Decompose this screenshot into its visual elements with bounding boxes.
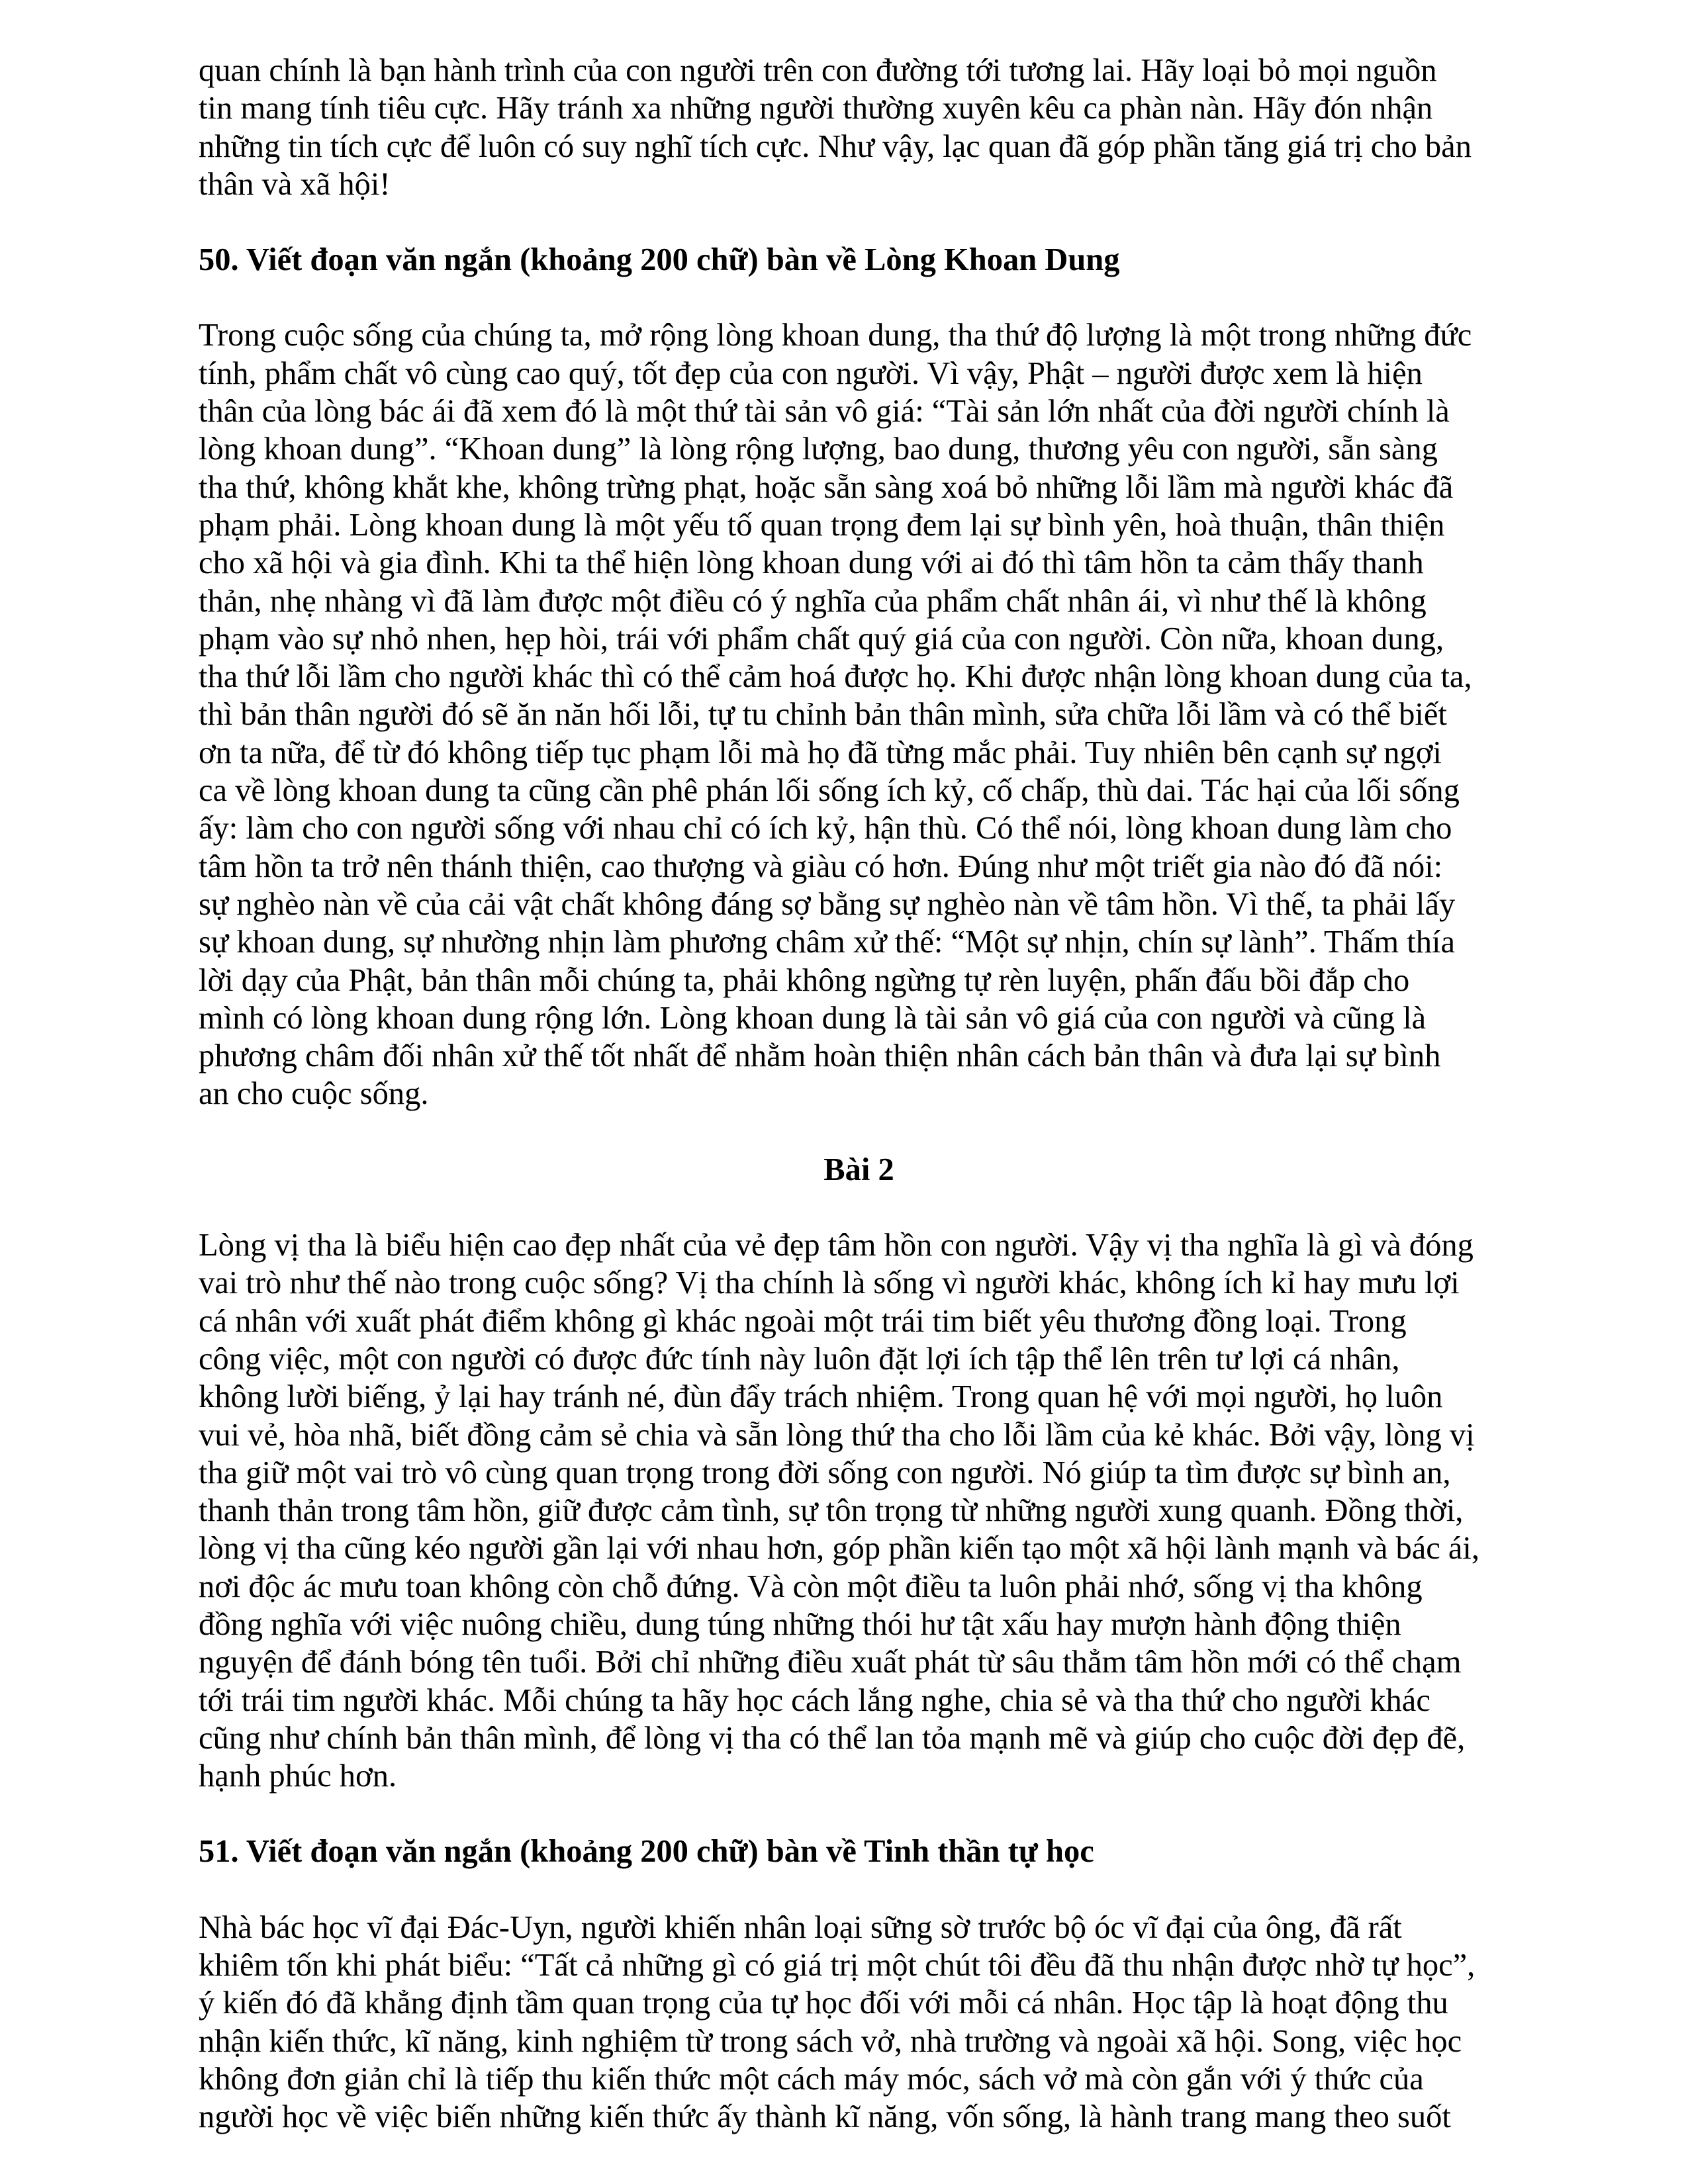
text-line: tha thứ, không khắt khe, không trừng phạt, hoặc sẵn sàng xoá bỏ những lỗi lầm mà người khác đã — [199, 469, 1454, 505]
text-line: vai trò như thế nào trong cuộc sống? Vị tha chính là sống vì người khác, không ích kỉ hay mưu lợi — [199, 1265, 1460, 1301]
text-line: Lòng vị tha là biểu hiện cao đẹp nhất của vẻ đẹp tâm hồn con người. Vậy vị tha nghĩa là gì và đóng — [199, 1228, 1474, 1263]
text-line: không lười biếng, ỷ lại hay tránh né, đùn đẩy trách nhiệm. Trong quan hệ với mọi người, họ luôn — [199, 1379, 1443, 1415]
text-line: lòng khoan dung”. “Khoan dung” là lòng rộng lượng, bao dung, thương yêu con người, sẵn sàng — [199, 432, 1438, 467]
text-line: những tin tích cực để luôn có suy nghĩ tích cực. Như vậy, lạc quan đã góp phần tăng giá trị cho bản — [199, 128, 1472, 164]
text-line: nguyện để đánh bóng tên tuổi. Bởi chỉ những điều xuất phát từ sâu thẳm tâm hồn mới có thể chạm — [199, 1645, 1462, 1680]
section-51-heading: 51. Viết đoạn văn ngắn (khoảng 200 chữ) bàn về Tinh thần tự học — [199, 1834, 1094, 1870]
text-line: công việc, một con người có được đức tính này luôn đặt lợi ích tập thể lên trên tư lợi cá nhân, — [199, 1341, 1400, 1377]
bai-2-heading: Bài 2 — [823, 1152, 894, 1187]
text-line: tin mang tính tiêu cực. Hãy tránh xa những người thường xuyên kêu ca phàn nàn. Hãy đón nhận — [199, 91, 1433, 126]
text-line: tha giữ một vai trò vô cùng quan trọng trong đời sống con người. Nó giúp ta tìm được sự bình an, — [199, 1455, 1451, 1490]
text-line: sự nghèo nàn về của cải vật chất không đáng sợ bằng sự nghèo nàn về tâm hồn. Vì thế, ta phải lấy — [199, 886, 1456, 922]
text-line: tâm hồn ta trở nên thánh thiện, cao thượng và giàu có hơn. Đúng như một triết gia nào đó đã nói: — [199, 848, 1443, 884]
text-line: đồng nghĩa với việc nuông chiều, dung túng những thói hư tật xấu hay mượn hành động thiện — [199, 1606, 1401, 1642]
bai-2-paragraph — [199, 1226, 1519, 1795]
text-line: Nhà bác học vĩ đại Đác-Uyn, người khiến nhân loại sững sờ trước bộ óc vĩ đại của ông, đã rất — [199, 1909, 1402, 1945]
text-line: cá nhân với xuất phát điểm không gì khác ngoài một trái tim biết yêu thương đồng loại. Trong — [199, 1303, 1407, 1339]
text-line: mình có lòng khoan dung rộng lớn. Lòng khoan dung là tài sản vô giá của con người và cũng là — [199, 1000, 1427, 1036]
text-line: cũng như chính bản thân mình, để lòng vị tha có thể lan tỏa mạnh mẽ và giúp cho cuộc đời đẹp đẽ, — [199, 1720, 1466, 1756]
section-50-heading: 50. Viết đoạn văn ngắn (khoảng 200 chữ) bàn về Lòng Khoan Dung — [199, 242, 1120, 278]
section-50-paragraph — [199, 316, 1519, 1113]
text-line: vui vẻ, hòa nhã, biết đồng cảm sẻ chia và sẵn lòng thứ tha cho lỗi lầm của kẻ khác. Bởi vậy, lòng vị — [199, 1417, 1475, 1453]
text-line: ca về lòng khoan dung ta cũng cần phê phán lối sống ích kỷ, cố chấp, thù dai. Tác hại của lối sống — [199, 773, 1460, 809]
text-line: ấy: làm cho con người sống với nhau chỉ có ích kỷ, hận thù. Có thể nói, lòng khoan dung làm cho — [199, 811, 1452, 846]
text-line: phương châm đối nhân xử thế tốt nhất để nhằm hoàn thiện nhân cách bản thân và đưa lại sự bình — [199, 1038, 1441, 1074]
text-line: người học về việc biến những kiến thức ấy thành kĩ năng, vốn sống, là hành trang mang theo suốt — [199, 2099, 1451, 2135]
text-line: khiêm tốn khi phát biểu: “Tất cả những gì có giá trị một chút tôi đều đã thu nhận được nhờ tự học”, — [199, 1948, 1476, 1983]
text-line: thản, nhẹ nhàng vì đã làm được một điều có ý nghĩa của phẩm chất nhân ái, vì như thế là không — [199, 583, 1427, 619]
text-line: quan chính là bạn hành trình của con người trên con đường tới tương lai. Hãy loại bỏ mọi nguồn — [199, 53, 1437, 88]
text-line: hạnh phúc hơn. — [199, 1758, 397, 1794]
text-line: lòng vị tha cũng kéo người gần lại với nhau hơn, góp phần kiến tạo một xã hội lành mạnh và bác ái, — [199, 1531, 1480, 1567]
text-line: cho xã hội và gia đình. Khi ta thể hiện lòng khoan dung với ai đó thì tâm hồn ta cảm thấy thanh — [199, 545, 1424, 581]
text-line: tha thứ lỗi lầm cho người khác thì có thể cảm hoá được họ. Khi được nhận lòng khoan dung của ta, — [199, 659, 1472, 695]
document-page — [199, 52, 1519, 2136]
text-line: phạm vào sự nhỏ nhen, hẹp hòi, trái với phẩm chất quý giá của con người. Còn nữa, khoan dung, — [199, 621, 1444, 657]
text-line: tới trái tim người khác. Mỗi chúng ta hãy học cách lắng nghe, chia sẻ và tha thứ cho người khác — [199, 1682, 1430, 1718]
text-line: nhận kiến thức, kĩ năng, kinh nghiệm từ trong sách vở, nhà trường và ngoài xã hội. Song, việc học — [199, 2023, 1462, 2059]
text-line: thân và xã hội! — [199, 166, 391, 202]
text-line: lời dạy của Phật, bản thân mỗi chúng ta, phải không ngừng tự rèn luyện, phấn đấu bồi đắp cho — [199, 962, 1410, 998]
text-line: nơi độc ác mưu toan không còn chỗ đứng. Và còn một điều ta luôn phải nhớ, sống vị tha không — [199, 1569, 1423, 1604]
text-line: không đơn giản chỉ là tiếp thu kiến thức một cách máy móc, sách vở mà còn gắn với ý thức của — [199, 2061, 1424, 2097]
intro-paragraph — [199, 52, 1519, 203]
text-line: Trong cuộc sống của chúng ta, mở rộng lòng khoan dung, tha thứ độ lượng là một trong những đức — [199, 318, 1472, 353]
text-line: ý kiến đó đã khẳng định tầm quan trọng của tự học đối với mỗi cá nhân. Học tập là hoạt động thu — [199, 1985, 1448, 2021]
text-line: thì bản thân người đó sẽ ăn năn hối lỗi, tự tu chỉnh bản thân mình, sửa chữa lỗi lầm và có thể biết — [199, 697, 1447, 733]
text-line: an cho cuộc sống. — [199, 1076, 429, 1112]
text-line: tính, phẩm chất vô cùng cao quý, tốt đẹp của con người. Vì vậy, Phật – người được xem là hiện — [199, 355, 1423, 391]
text-line: thanh thản trong tâm hồn, giữ được cảm tình, sự tôn trọng từ những người xung quanh. Đồng thời, — [199, 1493, 1464, 1529]
text-line: sự khoan dung, sự nhường nhịn làm phương châm xử thế: “Một sự nhịn, chín sự lành”. Thấm thía — [199, 925, 1456, 960]
text-line: ơn ta nữa, để từ đó không tiếp tục phạm lỗi mà họ đã từng mắc phải. Tuy nhiên bên cạnh sự ngợi — [199, 735, 1442, 770]
text-line: thân của lòng bác ái đã xem đó là một thứ tài sản vô giá: “Tài sản lớn nhất của đời người chính là — [199, 394, 1450, 430]
section-51-paragraph — [199, 1909, 1519, 2136]
text-line: phạm phải. Lòng khoan dung là một yếu tố quan trọng đem lại sự bình yên, hoà thuận, thân thiện — [199, 507, 1445, 543]
